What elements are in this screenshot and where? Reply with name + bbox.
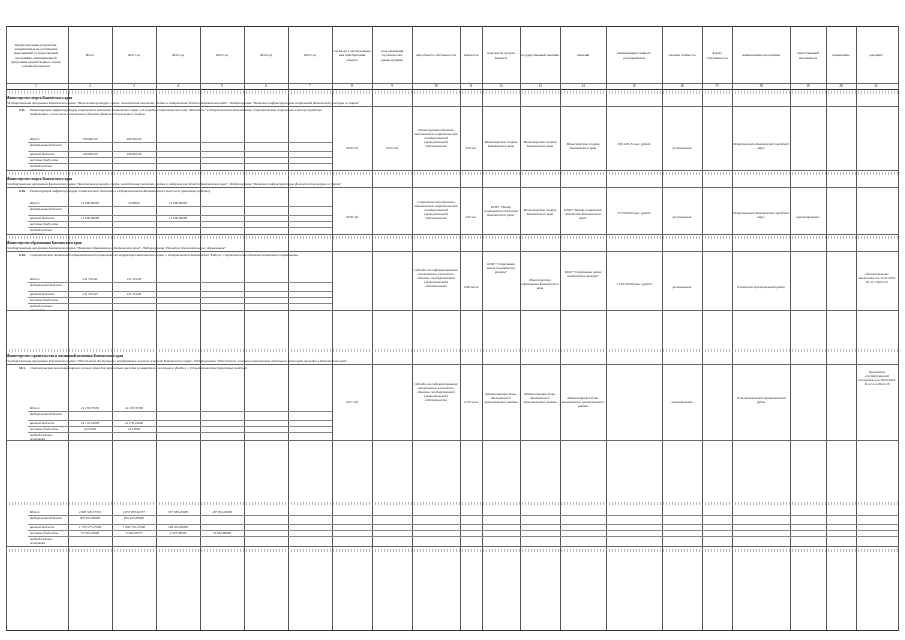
colnum-5: 5 <box>221 84 223 88</box>
header-col-4: 2022 год <box>171 53 185 58</box>
colnum-16: 16 <box>680 84 684 88</box>
col-divider <box>372 26 373 630</box>
capacity: 450 чел. <box>465 146 477 150</box>
value-total: 13 000,00000 <box>80 201 100 205</box>
manager: Министерство спорта Камчатского края <box>566 142 600 150</box>
row-border <box>28 536 898 537</box>
row-border <box>6 187 899 188</box>
section-program: Государственная программа Камчатского края "Физическая культура, спорт, молодежная политика, отдых и оздоровление детей в Камчатском крае". Подпрограмма "Развитие инфраструктуры физической культуры и спорта" <box>6 182 342 186</box>
customer: Министерство спорта Камчатского края <box>523 208 557 216</box>
col-divider <box>732 26 733 630</box>
program-name: Петропавловск-Камчатский городской округ <box>733 142 789 150</box>
section-program: Государственная программа Камчатского края "Развитие образования в Камчатском крае". Подпрограмма "Развитие дополнительного образования" <box>6 246 226 250</box>
totals-label: краевой бюджет <box>30 525 55 529</box>
row-label-federal: федеральный бюджет <box>30 143 62 147</box>
totals-value: 187 954,20000 <box>212 510 232 514</box>
row-border <box>28 163 332 164</box>
object-type: субсидии на софинансирование капитальных вложений в объекты государственной (муниципальной) собственности <box>414 382 458 402</box>
header-col-10: вид объекта собственности <box>416 53 456 58</box>
header-col-2: Итого <box>85 53 95 58</box>
item-number: 9.16. <box>19 189 26 193</box>
row-border <box>28 206 332 207</box>
colnum-17: 17 <box>715 84 719 88</box>
value-2021: 211 354,00 <box>126 277 142 281</box>
colnum-10: 10 <box>434 84 438 88</box>
customer: Министерство образования Камчатского края <box>521 278 559 290</box>
row-label-regional: краевой бюджет <box>30 292 55 296</box>
year-start: 2018 год <box>346 146 358 150</box>
header-col-14: заказчик <box>576 53 590 58</box>
row-label-offbudget: внебюджетные источники <box>30 164 53 172</box>
section-title: Министерство строительства и жилищной политики Камчатского края <box>6 354 124 358</box>
header-bottom-border <box>6 83 899 84</box>
row-label-total: Итого <box>30 277 40 281</box>
manager: Администрация Усть-Камчатского муниципального района <box>561 396 605 408</box>
colnum-13: 13 <box>538 84 542 88</box>
col-divider <box>460 26 461 630</box>
colnum-14: 14 <box>581 84 585 88</box>
totals-value: 169 025,00000 <box>168 525 188 529</box>
colnum-6: 6 <box>265 84 267 88</box>
row-border <box>6 106 899 107</box>
row-border <box>28 303 332 304</box>
program-name: Петропавловск-Камчатский городской округ <box>733 211 789 219</box>
colnum-7: 7 <box>309 84 311 88</box>
col-divider <box>826 26 827 630</box>
value-2021: 211 354,00 <box>126 292 142 296</box>
colnum-bottom-border <box>6 89 899 90</box>
row-label-federal: федеральный бюджет <box>30 207 62 211</box>
note: Положительное заключение от 11.02.2019, № 41-1-0015-19 <box>858 272 896 284</box>
header-col-12: получатель средств бюджета <box>486 51 516 60</box>
col-divider <box>662 26 663 630</box>
customer: Министерство спорта Камчатского края <box>523 140 557 148</box>
recipient: Министерство спорта Камчатского края <box>484 140 518 148</box>
header-col-16: сметная стоимость <box>668 53 696 58</box>
colnum-18: 18 <box>759 84 763 88</box>
row-label-total: Итого <box>30 406 40 410</box>
capacity: 1000 мест <box>463 285 479 289</box>
value-2021: 24,19956 <box>127 427 141 431</box>
header-col-1: Предполагаемые результаты, направленные на достижение мероприятий государственной программы, муниципальной программы ведомственного плана, основной результат <box>10 42 62 68</box>
totals-label: Итого <box>30 510 40 514</box>
row-label-regional: краевой бюджет <box>30 421 55 425</box>
header-col-19: ответственный исполнитель <box>797 51 819 60</box>
row-label-local: местные бюджеты <box>30 427 59 431</box>
col-divider <box>482 26 483 630</box>
row-border <box>28 221 332 222</box>
value-2022: 13 000,00000 <box>168 201 188 205</box>
totals-value: 557 383,20000 <box>168 510 188 514</box>
col-divider <box>606 26 607 630</box>
ownership: региональная <box>672 215 692 219</box>
colnum-2: 2 <box>89 84 91 88</box>
row-label-offbudget: внебюджетные источники <box>30 228 53 236</box>
totals-value: 23 854,80000 <box>212 531 232 535</box>
totals-value: 1 600 752,27000 <box>122 525 146 529</box>
colnum-4: 4 <box>177 84 179 88</box>
colnum-12: 12 <box>499 84 503 88</box>
row-border <box>6 234 899 235</box>
program-name: Усть-Камчатский муниципальный район <box>736 396 786 404</box>
year-start: 2018 год <box>346 215 358 219</box>
item-number: 9.18. <box>19 253 26 257</box>
value-2021: 0,00000 <box>128 201 140 205</box>
ownership: муниципальная <box>671 400 693 404</box>
item-description: Реконструкция инфраструктуры спортивного комплекса Камчатского края. 2-й очередь. Строительство поля "Молодежь" в Петропавловске-Камчатском. Строительство сооружения и благоустройство территории, в том числе в отношении объектов физической культуры и спорта. <box>30 108 322 116</box>
section-separator <box>6 502 899 505</box>
header-col-7: 2025 год <box>303 53 317 58</box>
colnum-3: 3 <box>133 84 135 88</box>
value-total: 24 150,35356 <box>80 406 100 410</box>
item-number: 9.11. <box>19 108 26 112</box>
header-col-13: государственный заказчик <box>521 53 559 58</box>
estimate: 368 418,15 тыс. рублей <box>617 142 651 146</box>
header-col-15: наименование главного распорядителя <box>617 51 651 60</box>
row-label-local: местные бюджеты <box>30 222 59 226</box>
item-description: Реконструкция инфраструктуры и комплексного биатлона и в Петропавловске-Камчатском (в том числе проектные работы) <box>30 189 210 193</box>
row-label-offbudget: внебюджетные источники <box>30 304 53 312</box>
value-total: 106 862,00 <box>82 152 98 156</box>
totals-value: 1 770 577,27000 <box>78 525 102 529</box>
header-col-18: наименование программы <box>742 53 780 58</box>
colnum-15: 15 <box>632 84 636 88</box>
value-total: 24,19956 <box>83 427 97 431</box>
estimate: 1 196 500,00 тыс. рублей <box>616 282 652 286</box>
section-separator <box>6 349 899 352</box>
row-border <box>6 310 899 311</box>
section-program: Государственная программа Камчатского края "Обеспечение доступным и комфортным жильем жителей Камчатского края". Подпрограмма "Обеспечение жилыми помещениями отдельных категорий граждан в Камчатском крае" <box>6 359 348 363</box>
value-2022: 13 000,00000 <box>168 216 188 220</box>
row-border <box>6 364 899 365</box>
section-separator <box>6 172 899 175</box>
row-border <box>28 227 332 228</box>
value-total: 13 000,00000 <box>80 216 100 220</box>
section-separator <box>6 236 899 239</box>
section-title: Министерство образования Камчатского края <box>6 241 82 245</box>
row-border <box>6 251 899 252</box>
header-col-21: документ <box>869 53 883 58</box>
col-divider <box>702 26 703 630</box>
row-border <box>6 440 899 441</box>
row-border <box>6 546 899 547</box>
row-border <box>28 142 332 143</box>
row-border <box>6 170 899 171</box>
col-divider <box>856 26 857 630</box>
header-col-11: мощность <box>463 53 479 58</box>
recipient: Администрация Усть-Камчатского муниципального района <box>484 392 518 404</box>
object-type: субсидии на софинансирование капитальных вложений в объекты государственной (муниципальной) собственности <box>414 268 458 288</box>
value-total: 211 354,00 <box>82 277 98 281</box>
header-col-9: срок окончания строительства, реконструкции <box>380 49 404 62</box>
capacity: 4 207 кв.м <box>463 400 479 404</box>
header-col-8: год ввода в эксплуатацию или приобретения объекта <box>333 49 371 62</box>
table-bottom-border <box>6 630 899 631</box>
value-2021: 496 062,00 <box>126 137 142 141</box>
object-type: Строительство объектов капитального строительства государственной (муниципальной) собственности <box>414 200 458 220</box>
year-end: 2019 год <box>386 146 398 150</box>
table-top-border <box>6 26 899 27</box>
recipient: КГАУ "Спортивная школа олимпийского резерва" <box>486 262 516 274</box>
value-total: 24 176,24000 <box>80 421 100 425</box>
note: Заключение государственной экспертизы от 18.03.2016, № 41-1-4-0022-16 <box>858 370 896 386</box>
capacity: 245 чел. <box>465 215 477 219</box>
colnum-11: 11 <box>469 84 473 88</box>
totals-label: федеральный бюджет <box>30 516 62 520</box>
section-title: Министерство спорта Камчатского края <box>6 96 73 100</box>
value-total: 106 862,00 <box>82 137 98 141</box>
colnum-9: 9 <box>391 84 393 88</box>
col-divider <box>412 26 413 630</box>
colnum-20: 20 <box>839 84 843 88</box>
totals-value: 835 815,00000 <box>80 516 100 520</box>
row-label-local: местные бюджеты <box>30 298 59 302</box>
row-label-local: местные бюджеты <box>30 158 59 162</box>
estimate: 373 000,00 тыс. рублей <box>617 211 651 215</box>
col-divider <box>790 26 791 630</box>
row-label-total: Итого <box>30 137 40 141</box>
totals-value: 2 657 853,62377 <box>122 510 146 514</box>
colnum-21: 21 <box>874 84 878 88</box>
row-border <box>28 515 898 516</box>
totals-label: внебюджетные источники <box>30 537 53 545</box>
ownership: региональная <box>672 146 692 150</box>
colnum-19: 19 <box>806 84 810 88</box>
col-divider <box>332 26 333 630</box>
recipient: КГБУ "Центр спортивной подготовки Камчатского края" <box>483 205 519 217</box>
item-description: Строительство дошкольной образовательной организации на территории Камчатского края, г. Петропавловск-Камчатский "Радуга". Строительство объектов дошкольного образования. <box>30 253 299 257</box>
header-col-5: 2023 год <box>215 53 229 58</box>
header-col-20: примечание <box>832 53 850 58</box>
row-label-total: Итого <box>30 201 40 205</box>
row-label-federal: федеральный бюджет <box>30 283 62 287</box>
row-border <box>28 432 332 433</box>
col-divider <box>560 26 561 630</box>
value-2021: 106 862,00 <box>126 152 142 156</box>
ownership: региональная <box>672 285 692 289</box>
totals-value: 2 683 520,37372 <box>78 510 102 514</box>
totals-value: 835 815,00000 <box>124 516 144 520</box>
row-border <box>28 157 332 158</box>
section-separator <box>6 91 899 94</box>
row-label-regional: краевой бюджет <box>30 216 55 220</box>
manager: КГАУ "Спортивная школа олимпийского резерва" <box>564 270 602 278</box>
totals-value: 37 916,45000 <box>80 531 100 535</box>
col-divider <box>520 26 521 630</box>
row-border <box>28 282 332 283</box>
row-label-regional: краевой бюджет <box>30 152 55 156</box>
row-label-federal: федеральный бюджет <box>30 412 62 416</box>
colnum-1: 1 <box>35 84 37 88</box>
customer: Администрация Усть-Камчатского муниципального района <box>523 392 557 404</box>
totals-value: 9 320,35377 <box>125 531 143 535</box>
row-border <box>28 297 332 298</box>
col-divider <box>898 26 899 630</box>
item-number: 10.1. <box>19 366 26 370</box>
totals-value: 4 523,38000 <box>169 531 187 535</box>
section-title: Министерство спорта Камчатского края <box>6 177 73 181</box>
section-separator <box>6 549 899 552</box>
colnum-8: 8 <box>351 84 353 88</box>
section-program: Государственная программа Камчатского края "Физическая культура, спорт, молодежная политика, отдых и оздоровление детей в Камчатском крае". Подпрограмма "Развитие инфраструктуры спортивной физической культуры и спорта" <box>6 101 360 105</box>
col-divider <box>6 26 7 630</box>
value-2021: 24 150,35356 <box>124 406 144 410</box>
header-col-3: 2021 год <box>127 53 141 58</box>
manager: КГБУ "Центр спортивной подготовки Камчатского края" <box>564 208 602 220</box>
totals-label: местные бюджеты <box>30 531 59 535</box>
object-type: Реконструкция объектов капитального строительства государственной (муниципальной) собственности <box>414 128 458 148</box>
note: проектирование <box>796 215 820 219</box>
year-start: 2017 год <box>346 400 358 404</box>
value-2021: 24 176,24000 <box>124 421 144 425</box>
item-description: Строительство многоквартирного жилого дома для переселения граждан из аварийного жилищного фонда в г. Усть-Камчатском (проектные работы) <box>30 366 247 370</box>
header-col-17: форма собственности <box>706 51 728 60</box>
header-col-6: 2024 год <box>259 53 273 58</box>
row-border <box>28 411 332 412</box>
program-name: Елизовский муниципальный район <box>737 285 785 289</box>
row-label-offbudget: внебюджетные источники <box>30 433 53 441</box>
value-total: 211 354,00 <box>82 292 98 296</box>
